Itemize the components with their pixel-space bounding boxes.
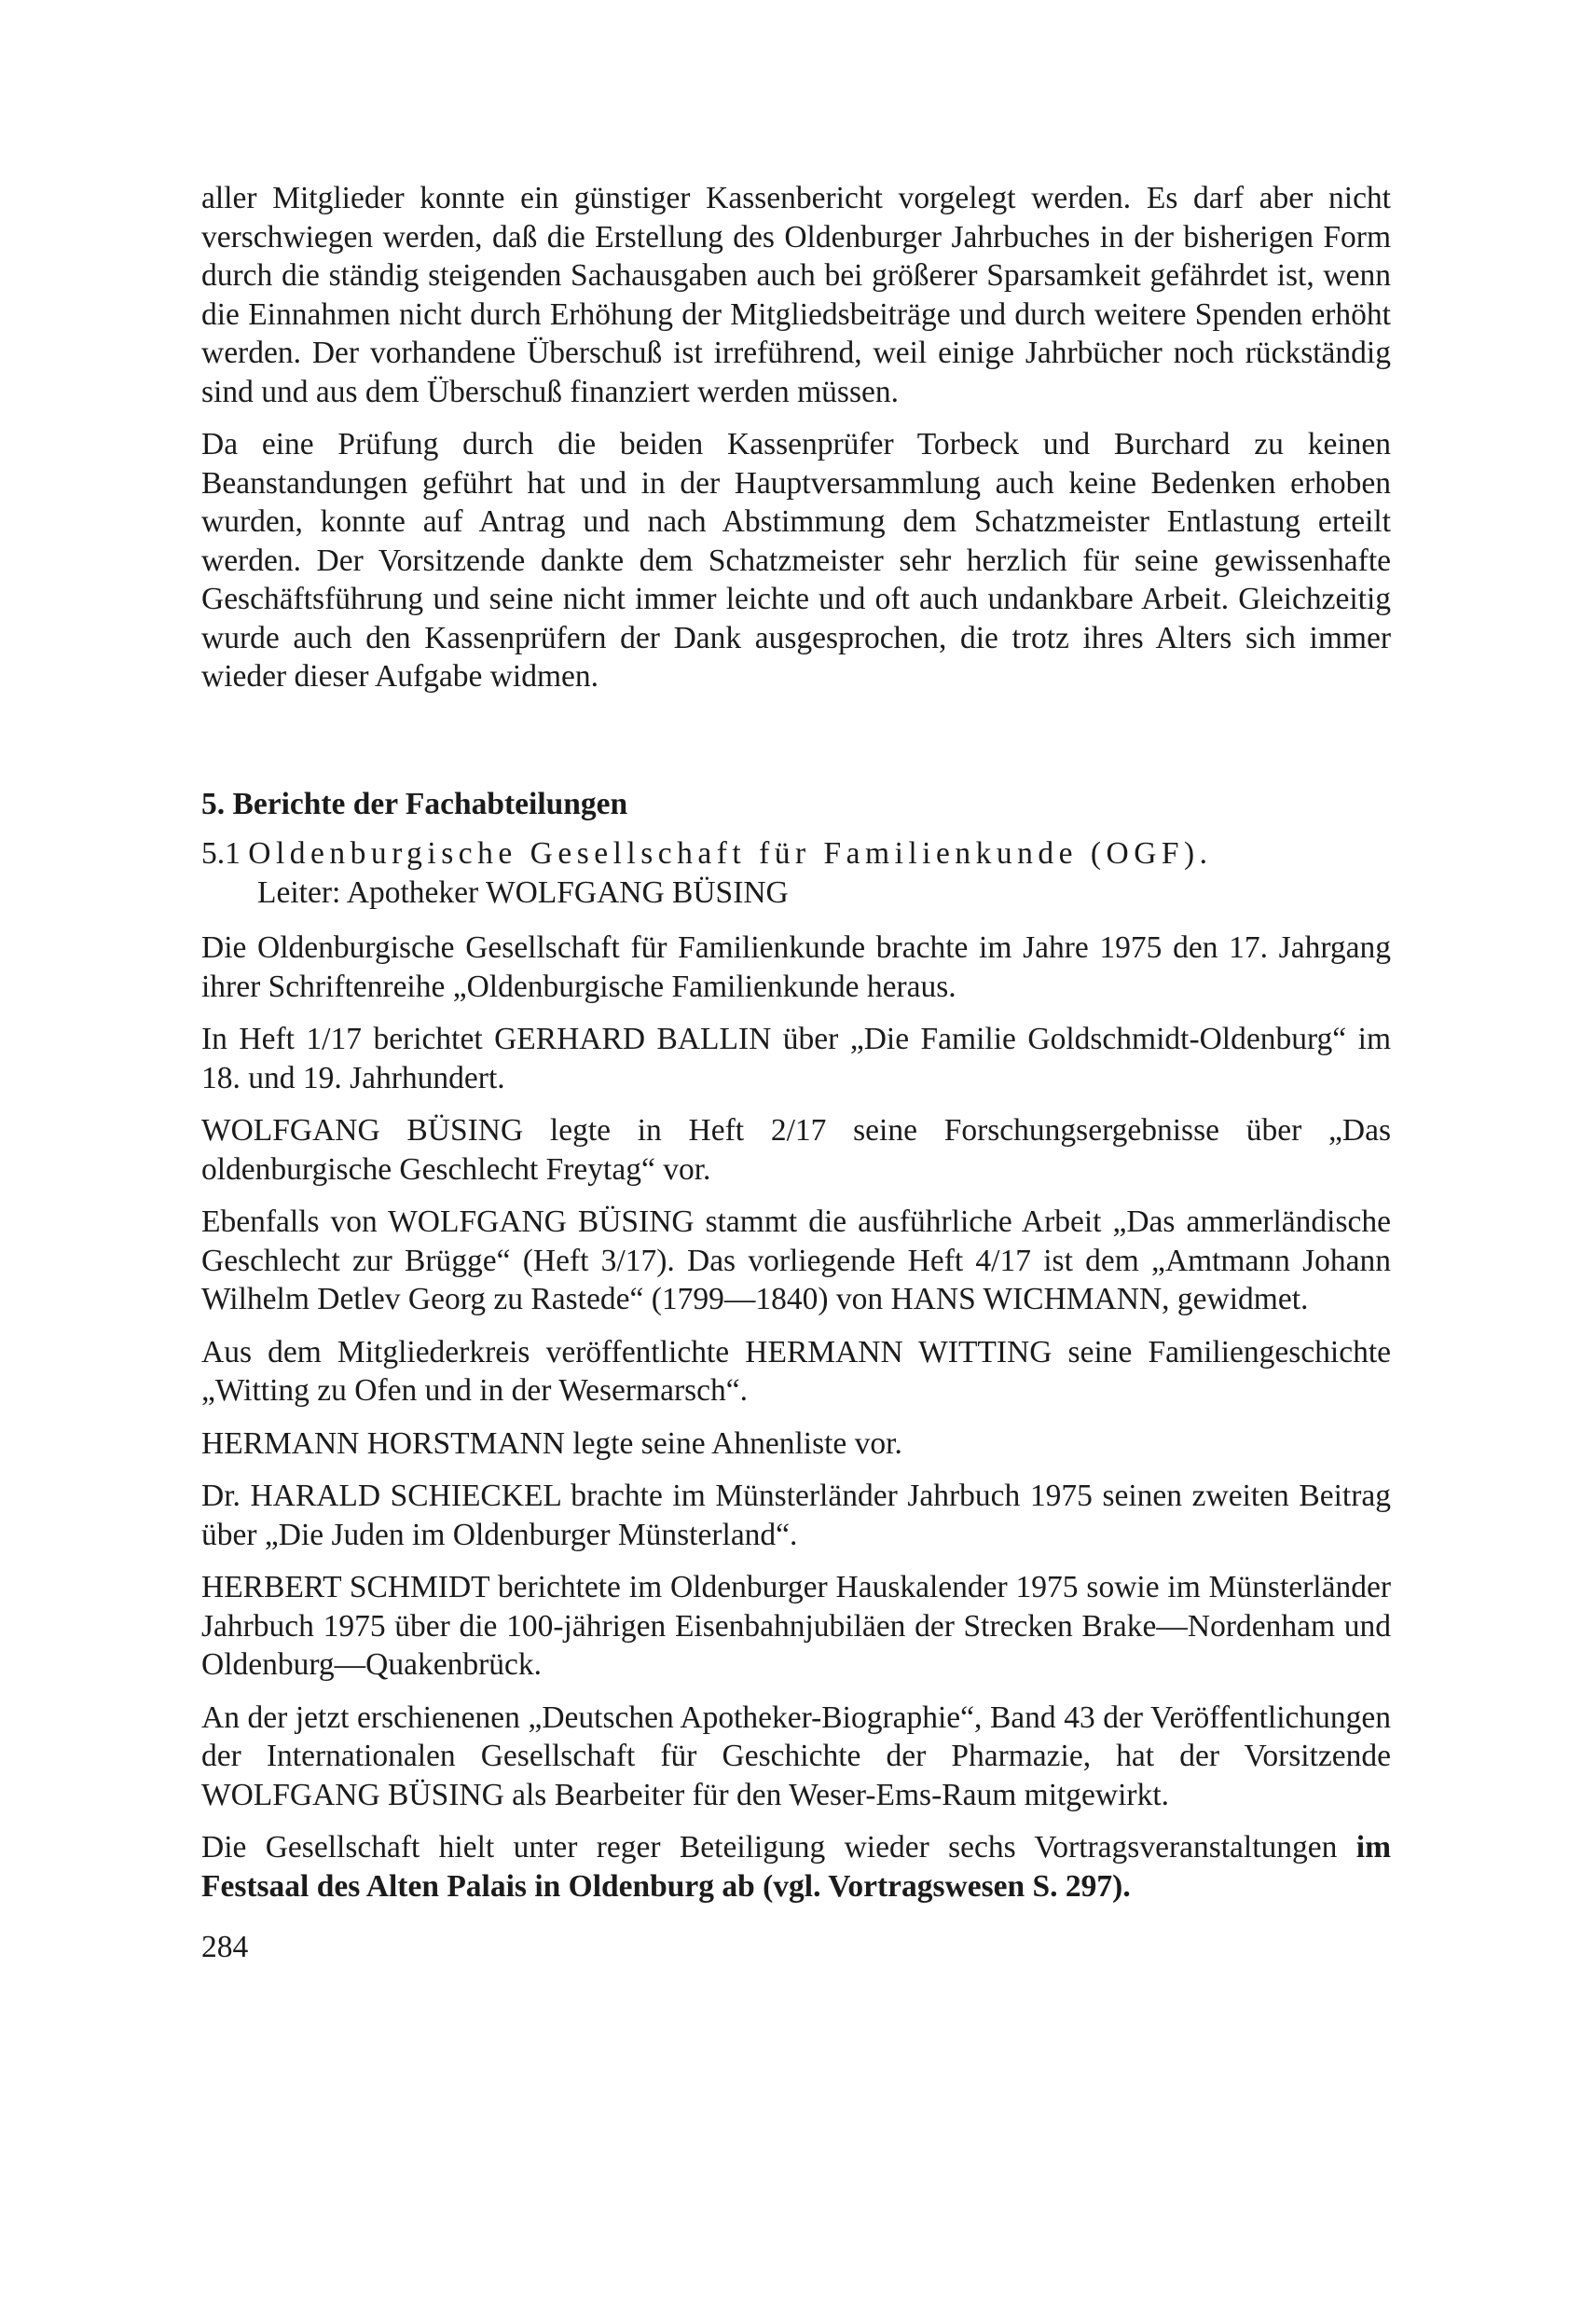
paragraph-cash-report: aller Mitglieder konnte ein günstiger Kassenbericht vorgelegt werden. Es darf aber nicht verschwiegen werden, daß die Erstellung des Oldenburger Jahrbuches in der bisherigen Form durch die ständig steigenden Sachausgaben auch bei größerer Sparsamkeit gefährdet ist, wenn die Einnahmen nicht durch Erhöhung der Mitgliedsbeiträge und durch weitere Spenden erhöht werden. Der vorhandene Überschuß ist irreführend, weil einige Jahrbücher noch rückständig sind und aus dem Überschuß finanziert werden müssen.	[201, 181, 1391, 409]
subsection-heading	[201, 834, 1391, 912]
subsection-title: Oldenburgische Gesellschaft für Familienkunde (OGF).	[248, 836, 1213, 871]
paragraph-vortrag-line2: im Festsaal des Alten Palais in Oldenburg ab (vgl. Vortragswesen S. 297).	[201, 1830, 1392, 1904]
paragraph-heft-1: In Heft 1/17 berichtet GERHARD BALLIN über „Die Familie Goldschmidt-Oldenburg“ im 18. und 19. Jahrhundert.	[201, 1022, 1391, 1095]
paragraph-horstmann: HERMANN HORSTMANN legte seine Ahnenliste vor.	[201, 1425, 902, 1461]
paragraph-apotheker-biographie: An der jetzt erschienenen „Deutschen Apotheker-Biographie“, Band 43 der Veröffentlichungen der Internationalen Gesellschaft für Geschichte der Pharmazie, hat der Vorsitzende WOLFGANG BÜSING als Bearbeiter für den Weser-Ems-Raum mitgewirkt.	[201, 1700, 1391, 1812]
document-page	[201, 179, 1391, 1967]
paragraph-witting: Aus dem Mitgliederkreis veröffentlichte HERMANN WITTING seine Familiengeschichte „Witting zu Ofen und in der Wesermarsch“.	[201, 1334, 1391, 1408]
subsection-leader: Leiter: Apotheker WOLFGANG BÜSING	[257, 874, 789, 910]
paragraph-heft-2: WOLFGANG BÜSING legte in Heft 2/17 seine Forschungsergebnisse über „Das oldenburgische Geschlecht Freytag“ vor.	[201, 1113, 1391, 1187]
section-heading: 5. Berichte der Fachabteilungen	[201, 786, 628, 821]
page-number: 284	[201, 1930, 249, 1964]
paragraph-schriftenreihe: Die Oldenburgische Gesellschaft für Familienkunde brachte im Jahre 1975 den 17. Jahrgang ihrer Schriftenreihe „Oldenburgische Familienkunde heraus.	[201, 930, 1391, 1004]
paragraph-vortrag	[201, 1828, 1391, 1906]
subsection-number: 5.1	[201, 836, 241, 871]
section-spacer	[201, 710, 1391, 785]
paragraph-heft-3-4: Ebenfalls von WOLFGANG BÜSING stammt die ausführliche Arbeit „Das ammerländische Geschlecht zur Brügge“ (Heft 3/17). Das vorliegende Heft 4/17 ist dem „Amtmann Johann Wilhelm Detlev Georg zu Rastede“ (1799—1840) von HANS WICHMANN, gewidmet.	[201, 1204, 1391, 1316]
paragraph-schmidt: HERBERT SCHMIDT berichtete im Oldenburger Hauskalender 1975 sowie im Münsterländer Jahrbuch 1975 über die 100-jährigen Eisenbahnjubiläen der Strecken Brake—Nordenham und Oldenburg—Quakenbrück.	[201, 1570, 1391, 1682]
paragraph-audit: Da eine Prüfung durch die beiden Kassenprüfer Torbeck und Burchard zu keinen Beanstandungen geführt hat und in der Hauptversammlung auch keine Bedenken erhoben wurden, konnte auf Antrag und nach Abstimmung dem Schatzmeister Entlastung erteilt werden. Der Vorsitzende dankte dem Schatzmeister sehr herzlich für seine gewissenhafte Geschäftsführung und seine nicht immer leichte und oft auch undankbare Arbeit. Gleichzeitig wurde auch den Kassenprüfern der Dank ausgesprochen, die trotz ihres Alters sich immer wieder dieser Aufgabe widmen.	[201, 427, 1391, 694]
subsection-title-line	[201, 834, 1391, 874]
paragraph-schieckel: Dr. HARALD SCHIECKEL brachte im Münsterländer Jahrbuch 1975 seinen zweiten Beitrag über „Die Juden im Oldenburger Münsterland“.	[201, 1479, 1391, 1552]
paragraph-vortrag-line1: Die Gesellschaft hielt unter reger Beteiligung wieder sechs Vortragsveranstaltungen	[201, 1830, 1338, 1865]
